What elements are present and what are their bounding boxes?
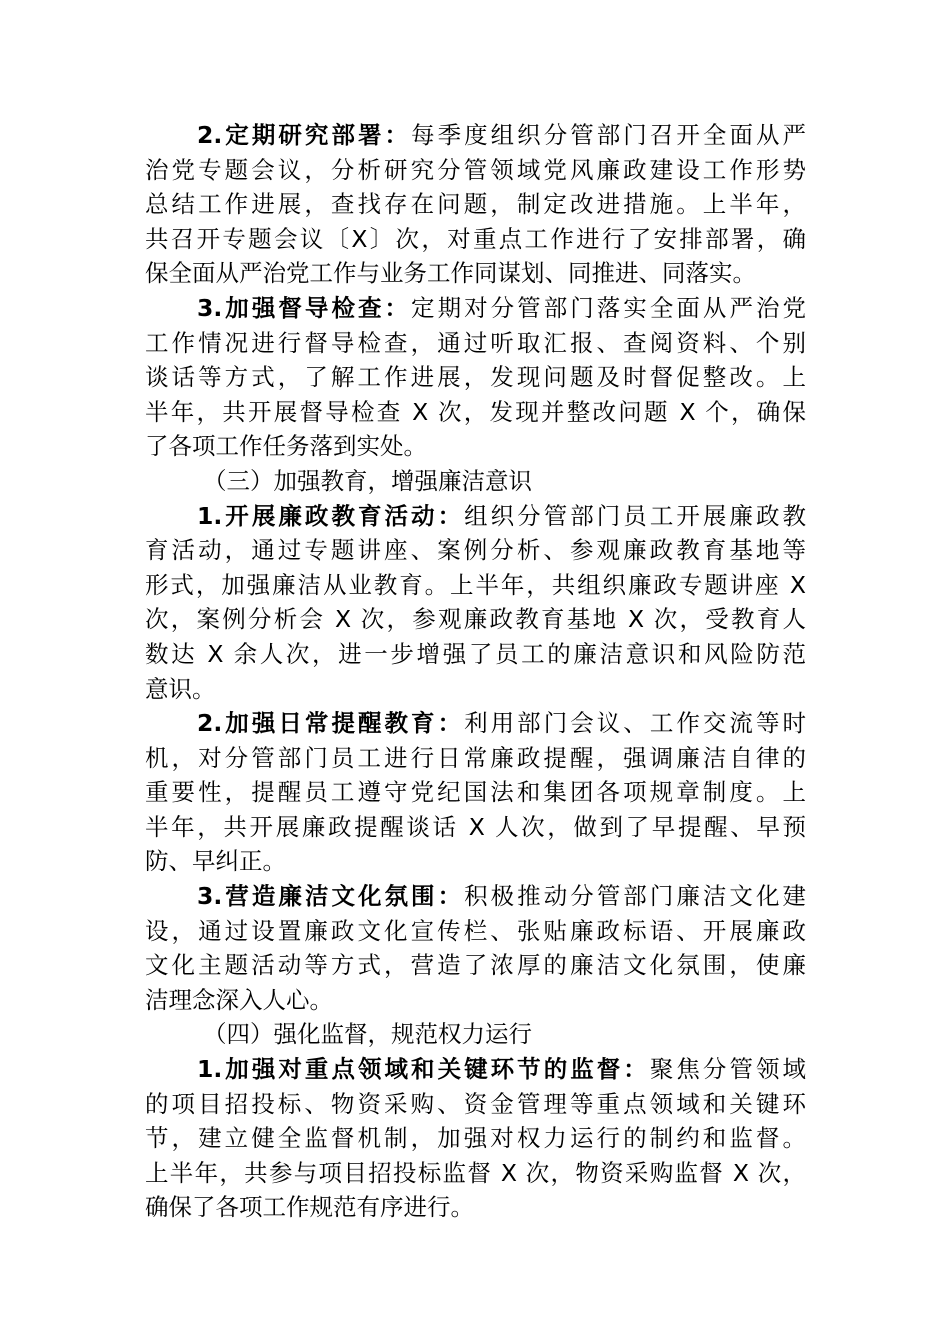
paragraph-heading: 2.定期研究部署：	[197, 121, 412, 149]
text-line	[145, 844, 806, 879]
line-text: 节，建立健全监督机制，加强对权力运行的制约和监督。	[145, 1124, 806, 1153]
line-text: 上半年，共参与项目招投标监督 X 次，物资采购监督 X 次，	[145, 1158, 806, 1187]
text-line	[145, 291, 806, 326]
line-text: （四）强化监督，规范权力运行	[203, 1020, 532, 1049]
text-line	[145, 429, 806, 464]
line-text: 确保了各项工作规范有序进行。	[145, 1193, 474, 1222]
text-line	[145, 741, 806, 776]
line-text: 半年，共开展督导检查 X 次，发现并整改问题 X 个，确保	[145, 397, 806, 426]
text-line	[145, 1156, 806, 1191]
text-line	[145, 602, 806, 637]
line-text: 防、早纠正。	[145, 847, 286, 876]
line-text: 的项目招投标、物资采购、资金管理等重点领域和关键环	[145, 1089, 806, 1118]
line-text: 形式，加强廉洁从业教育。上半年，共组织廉政专题讲座 X	[145, 570, 806, 599]
paragraph	[145, 291, 806, 464]
paragraph-heading: 2.加强日常提醒教育：	[197, 709, 465, 738]
text-line	[145, 533, 806, 568]
line-text: 定期对分管部门落实全面从严治党	[411, 293, 807, 322]
line-text: 重要性，提醒员工遵守党纪国法和集团各项规章制度。上	[145, 778, 806, 807]
paragraph	[145, 706, 806, 879]
line-text: 谈话等方式，了解工作进展，发现问题及时督促整改。上	[145, 363, 806, 392]
text-line	[145, 1052, 806, 1087]
document-body	[145, 118, 806, 1225]
line-text: 总结工作进展，查找存在问题，制定改进措施。上半年，	[145, 190, 806, 219]
line-text: 意识。	[145, 674, 216, 703]
text-line	[145, 879, 806, 914]
text-line	[145, 810, 806, 845]
text-line	[145, 983, 806, 1018]
text-line	[145, 153, 806, 188]
text-line	[145, 637, 806, 672]
line-text: （三）加强教育，增强廉洁意识	[203, 466, 532, 495]
text-line	[145, 118, 806, 153]
paragraph-heading: 3.加强督导检查：	[197, 293, 412, 322]
line-text: 半年，共开展廉政提醒谈话 X 人次，做到了早提醒、早预	[145, 812, 806, 841]
text-line	[145, 187, 806, 222]
line-text: 设，通过设置廉政文化宣传栏、张贴廉政标语、开展廉政	[145, 916, 806, 945]
text-line	[145, 706, 806, 741]
line-text: 保全面从严治党工作与业务工作同谋划、同推进、同落实。	[145, 259, 756, 288]
line-text: 育活动，通过专题讲座、案例分析、参观廉政教育基地等	[145, 536, 806, 565]
text-line	[145, 360, 806, 395]
line-text: 共召开专题会议〔X〕次，对重点工作进行了安排部署，确	[145, 224, 806, 253]
line-text: 机，对分管部门员工进行日常廉政提醒，强调廉洁自律的	[145, 743, 806, 772]
section-heading	[145, 1017, 806, 1052]
paragraph-heading: 1.加强对重点领域和关键环节的监督：	[197, 1055, 650, 1084]
text-line	[145, 914, 806, 949]
paragraph	[145, 499, 806, 707]
line-text: 每季度组织分管部门召开全面从严	[411, 121, 807, 149]
paragraph	[145, 1052, 806, 1225]
line-text: 聚焦分管领域	[649, 1055, 807, 1084]
paragraph-heading: 1.开展廉政教育活动：	[197, 501, 465, 530]
line-text: 了各项工作任务落到实处。	[145, 432, 427, 461]
line-text: 利用部门会议、工作交流等时	[464, 709, 807, 738]
text-line	[145, 222, 806, 257]
text-line	[145, 499, 806, 534]
section-heading	[145, 464, 806, 499]
text-line	[145, 256, 806, 291]
line-text: 工作情况进行督导检查，通过听取汇报、查阅资料、个别	[145, 328, 806, 357]
text-line	[145, 672, 806, 707]
text-line	[145, 464, 806, 499]
text-line	[145, 568, 806, 603]
line-text: 治党专题会议，分析研究分管领域党风廉政建设工作形势	[145, 155, 806, 184]
paragraph-heading: 3.营造廉洁文化氛围：	[197, 882, 465, 911]
text-line	[145, 395, 806, 430]
line-text: 文化主题活动等方式，营造了浓厚的廉洁文化氛围，使廉	[145, 951, 806, 980]
text-line	[145, 1121, 806, 1156]
text-line	[145, 948, 806, 983]
text-line	[145, 1190, 806, 1225]
text-line	[145, 775, 806, 810]
line-text: 组织分管部门员工开展廉政教	[464, 501, 807, 530]
line-text: 洁理念深入人心。	[145, 985, 333, 1014]
line-text: 积极推动分管部门廉洁文化建	[464, 882, 807, 911]
text-line	[145, 326, 806, 361]
line-text: 次，案例分析会 X 次，参观廉政教育基地 X 次，受教育人	[145, 605, 806, 634]
paragraph	[145, 879, 806, 1017]
text-line	[145, 1017, 806, 1052]
paragraph	[145, 118, 806, 291]
line-text: 数达 X 余人次，进一步增强了员工的廉洁意识和风险防范	[145, 639, 806, 668]
text-line	[145, 1087, 806, 1122]
